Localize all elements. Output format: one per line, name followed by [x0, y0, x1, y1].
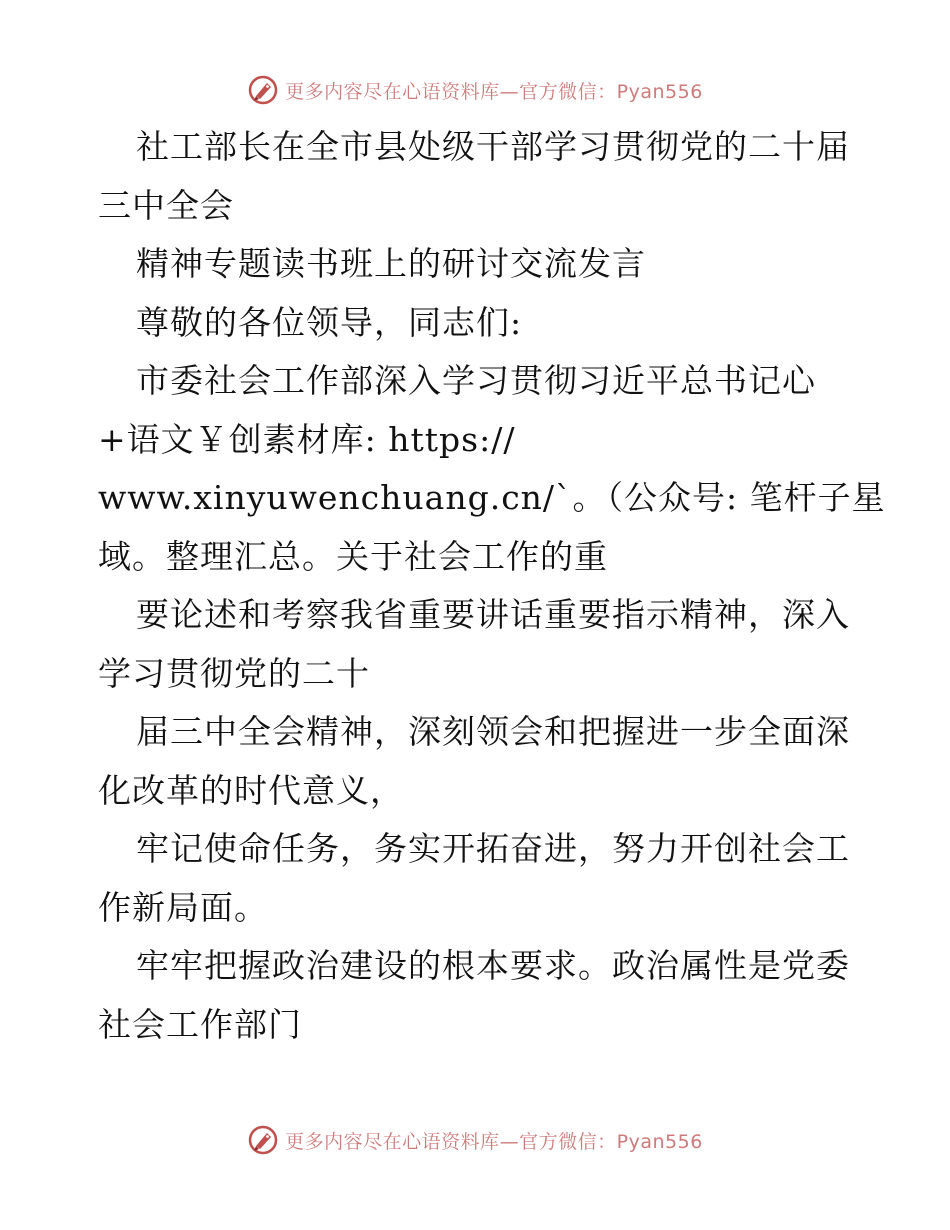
text-line: 学习贯彻党的二十: [98, 653, 370, 693]
text-line: 牢牢把握政治建设的根本要求。政治属性是党委: [136, 946, 850, 985]
header-watermark: [0, 72, 950, 108]
text-line: +语文￥创素材库: https://: [98, 419, 516, 459]
text-line: 三中全会: [98, 185, 234, 225]
text-line: 届三中全会精神，深刻领会和把握进一步全面深: [136, 712, 850, 751]
text-line: 尊敬的各位领导，同志们:: [136, 302, 523, 342]
text-line: www.xinyuwenchuang.cn/`。（公众号: 笔杆子星: [98, 478, 886, 517]
pen-nib-circle-icon: [247, 1124, 279, 1156]
text-line: 域。整理汇总。关于社会工作的重: [98, 536, 608, 576]
text-line: 社会工作部门: [98, 1004, 302, 1044]
document-body: [98, 118, 886, 1054]
text-line: 要论述和考察我省重要讲话重要指示精神，深入: [136, 595, 850, 634]
text-line: 化改革的时代意义，: [98, 770, 404, 810]
text-line: 牢记使命任务，务实开拓奋进，努力开创社会工: [136, 829, 850, 868]
text-line: 市委社会工作部深入学习贯彻习近平总书记心: [136, 361, 816, 400]
text-line: 作新局面。: [98, 887, 268, 927]
pen-nib-circle-icon: [247, 74, 279, 106]
text-line: 精神专题读书班上的研讨交流发言: [136, 244, 646, 283]
text-line: 社工部长在全市县处级干部学习贯彻党的二十届: [136, 127, 850, 166]
watermark-text: 更多内容尽在心语资料库—官方微信：Pyan556: [285, 80, 703, 103]
watermark-text: 更多内容尽在心语资料库—官方微信：Pyan556: [285, 1130, 703, 1153]
footer-watermark: [0, 1122, 950, 1158]
